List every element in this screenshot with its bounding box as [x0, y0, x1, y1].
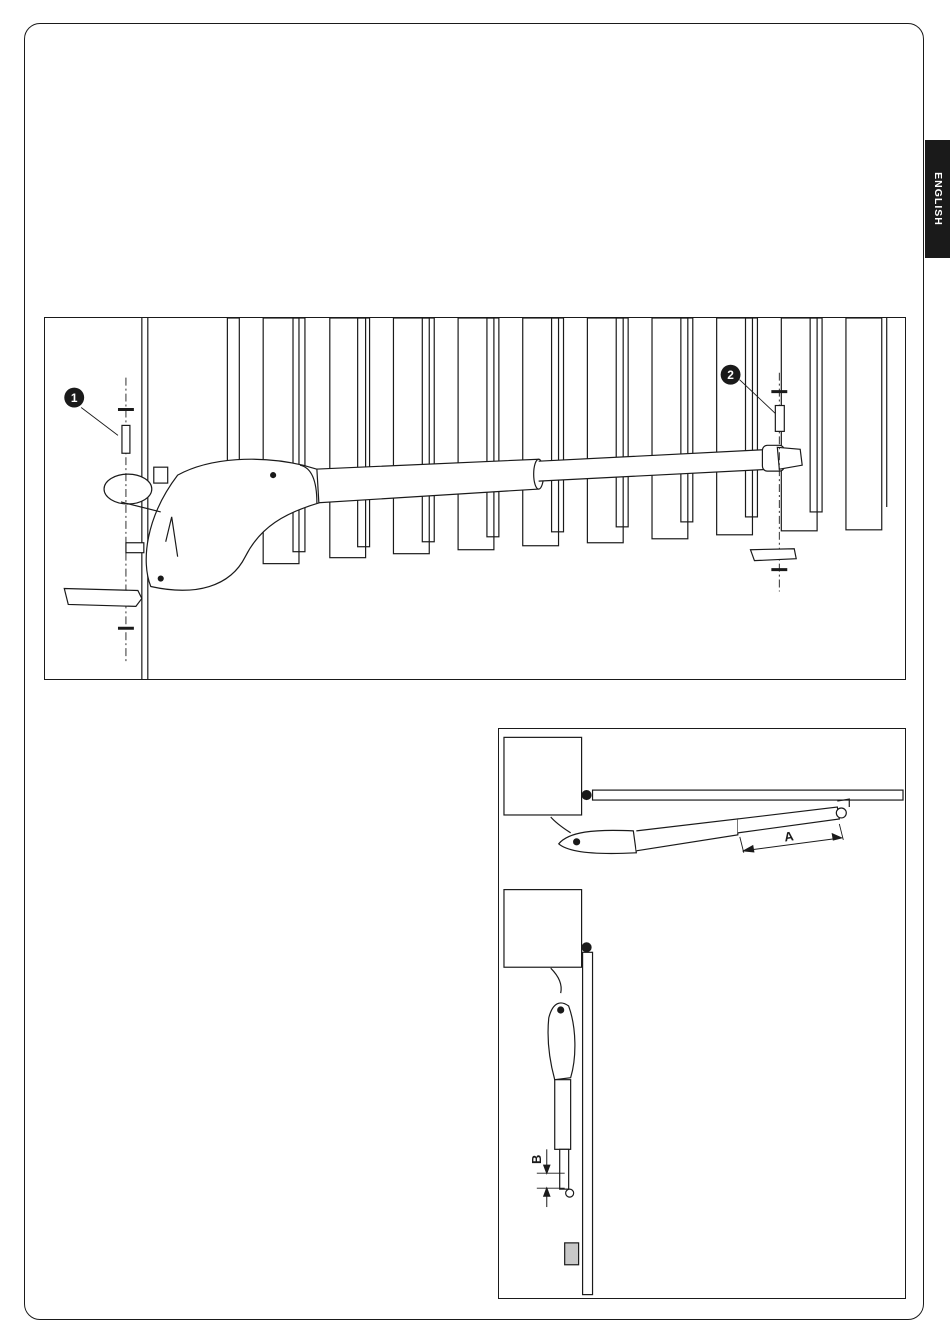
top-view-open: [504, 890, 593, 1295]
installation-figure-top-view: [498, 728, 906, 1299]
dimension-a-label: A: [783, 828, 795, 845]
installation-figure-main: [44, 317, 906, 680]
callout-2: [721, 365, 741, 385]
gate-opener-drawing: [45, 318, 905, 679]
callout-2-number: 2: [727, 368, 734, 383]
pin-1-assembly: [64, 378, 142, 661]
top-view-closed: [504, 737, 903, 853]
gate-slats: [227, 318, 886, 564]
callout-1-number: 1: [70, 391, 78, 406]
callout-1: [64, 388, 84, 408]
top-view-drawing: [499, 729, 905, 1298]
language-tab: [925, 140, 950, 258]
dimension-b-label: B: [528, 1154, 544, 1164]
language-tab-label: ENGLISH: [931, 172, 944, 226]
